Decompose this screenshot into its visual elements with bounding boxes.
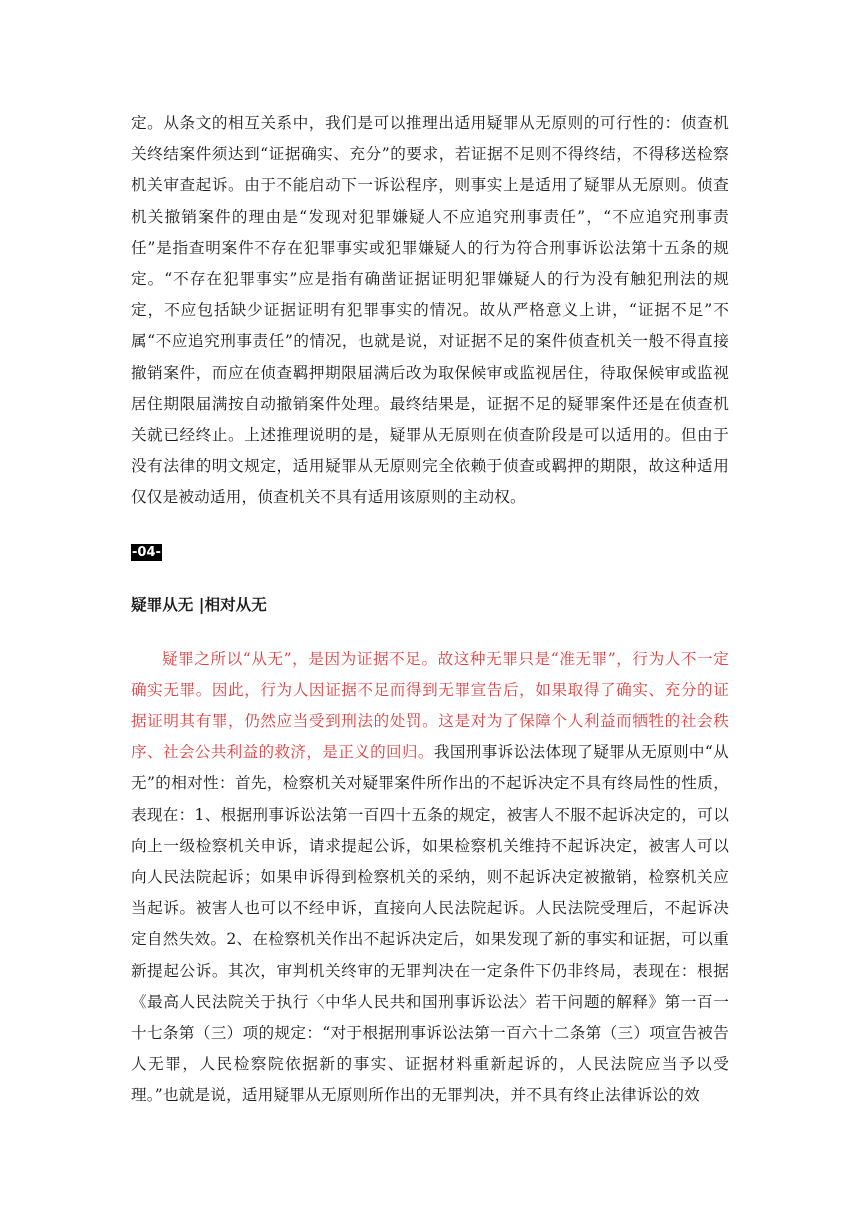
body-paragraph-2 bbox=[131, 644, 729, 1112]
section-number-tag: -04- bbox=[132, 544, 161, 560]
paragraph-2-body-text: 我国刑事诉讼法体现了疑罪从无原则中“从无”的相对性：首先，检察机关对疑罪案件所作出的不起诉决定不具有终局性的性质，表现在：1、根据刑事诉讼法第一百四十五条的规定，被害人不服不起诉决定的，可以向上一级检察机关申诉，请求提起公诉，如果检察机关维持不起诉决定，被害人可以向人民法院起诉；如果申诉得到检察机关的采纳，则不起诉决定被撤销，检察机关应当起诉。被害人也可以不经申诉，直接向人民法院起诉。人民法院受理后，不起诉决定自然失效。2、在检察机关作出不起诉决定后，如果发现了新的事实和证据，可以重新提起公诉。其次，审判机关终审的无罪判决在一定条件下仍非终局，表现在：根据《最高人民法院关于执行〈中华人民共和国刑事诉讼法〉若干问题的解释》第一百一十七条第（三）项的规定：“对于根据刑事诉讼法第一百六十二条第（三）项宣告被告人无罪，人民检察院依据新的事实、证据材料重新起诉的，人民法院应当予以受理。”也就是说，适用疑罪从无原则所作出的无罪判决，并不具有终止法律诉讼的效 bbox=[131, 743, 729, 1105]
document-page bbox=[131, 108, 729, 1112]
section-tag-row bbox=[131, 514, 729, 561]
body-paragraph-1: 定。从条文的相互关系中，我们是可以推理出适用疑罪从无原则的可行性的：侦查机关终结案件须达到“证据确实、充分”的要求，若证据不足则不得终结，不得移送检察机关审查起诉。由于不能启动下一诉讼程序，则事实上是适用了疑罪从无原则。侦查机关撤销案件的理由是“发现对犯罪嫌疑人不应追究刑事责任”，“不应追究刑事责任”是指查明案件不存在犯罪事实或犯罪嫌疑人的行为符合刑事诉讼法第十五条的规定。“不存在犯罪事实”应是指有确凿证据证明犯罪嫌疑人的行为没有触犯刑法的规定，不应包括缺少证据证明有犯罪事实的情况。故从严格意义上讲，“证据不足”不属“不应追究刑事责任”的情况，也就是说，对证据不足的案件侦查机关一般不得直接撤销案件，而应在侦查羁押期限届满后改为取保候审或监视居住，待取保候审或监视居住期限届满按自动撤销案件处理。最终结果是，证据不足的疑罪案件还是在侦查机关就已经终止。上述推理说明的是，疑罪从无原则在侦查阶段是可以适用的。但由于没有法律的明文规定，适用疑罪从无原则完全依赖于侦查或羁押的期限，故这种适用仅仅是被动适用，侦查机关不具有适用该原则的主动权。 bbox=[131, 114, 729, 507]
section-heading: 疑罪从无 |相对从无 bbox=[131, 595, 267, 614]
highlighted-red-text: 疑罪之所以“从无”，是因为证据不足。故这种无罪只是“准无罪”，行为人不一定确实无罪。因此，行为人因证据不足而得到无罪宣告后，如果取得了确实、充分的证据证明其有罪，仍然应当受到刑法的处罚。这是对为了保障个人利益而牺牲的社会秩序、社会公共利益的救济，是正义的回归。 bbox=[131, 649, 729, 762]
